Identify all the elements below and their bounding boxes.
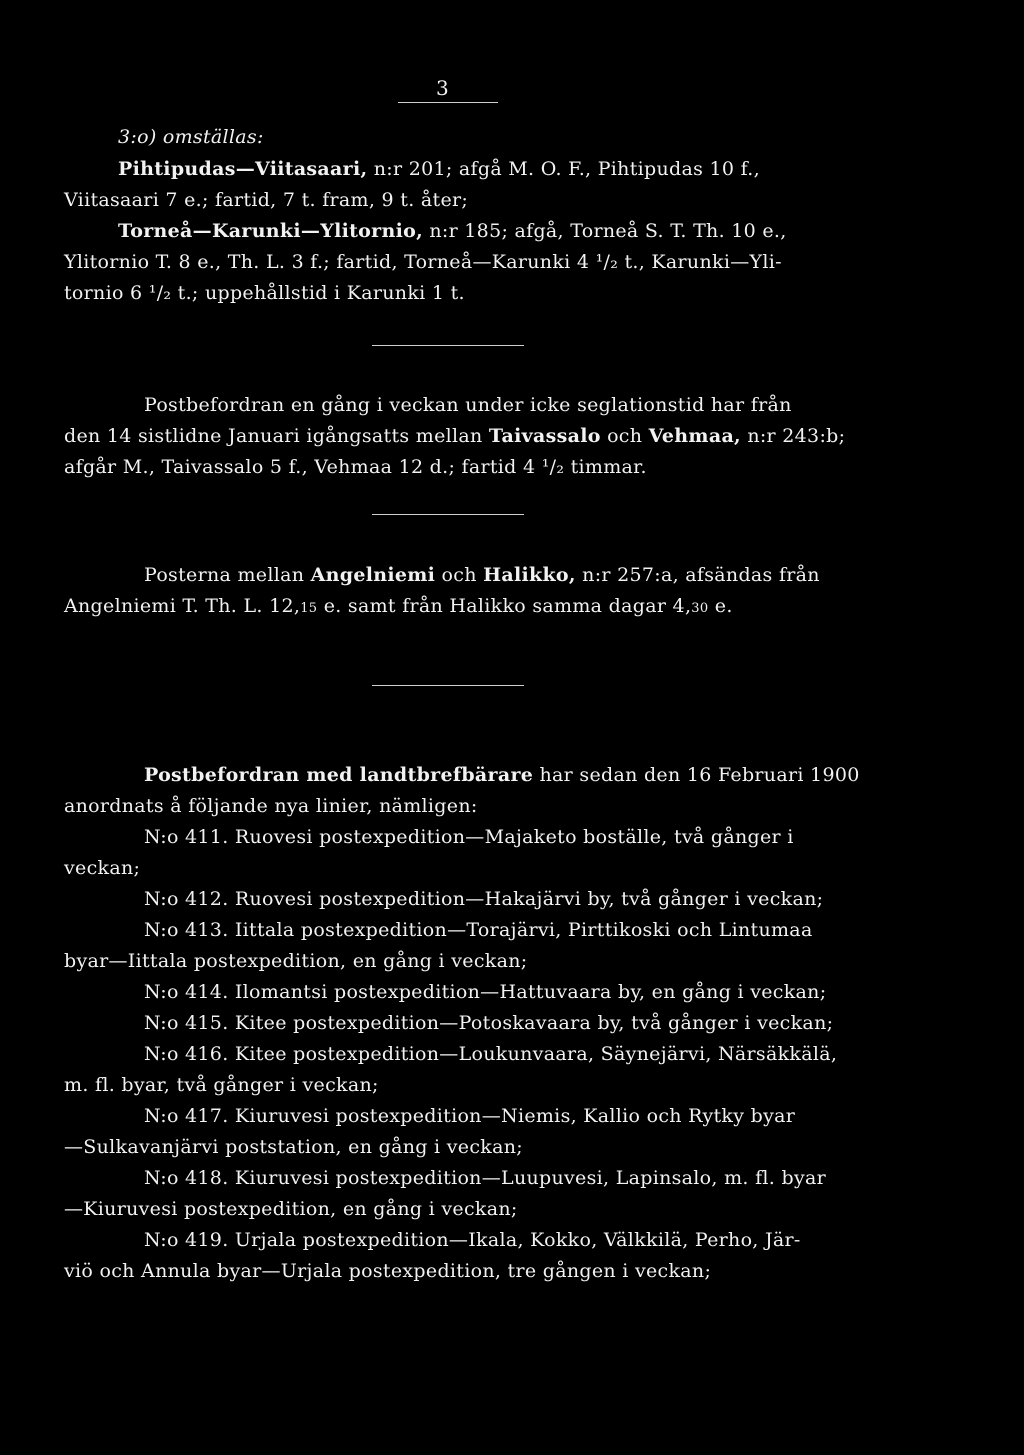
list-item: N:o 411. Ruovesi postexpedition—Majaketo boställe, två gånger i <box>144 826 794 848</box>
section-heading: 3:o) omställas: <box>118 126 264 148</box>
emphasis: Postbefordran med landtbrefbärare <box>144 764 534 786</box>
list-item: N:o 415. Kitee postexpedition—Potoskavaara by, två gånger i veckan; <box>144 1012 834 1034</box>
text-line: viö och Annula byar—Urjala postexpedition, tre gången i veckan; <box>64 1260 712 1282</box>
section-divider <box>372 514 524 515</box>
text-span: har sedan den 16 Februari 1900 <box>539 764 860 786</box>
text-span: e. <box>714 595 733 617</box>
text-span: och <box>607 425 643 447</box>
text-span: och <box>441 564 477 586</box>
list-item: N:o 416. Kitee postexpedition—Loukunvaara, Säynejärvi, Närsäkkälä, <box>144 1043 838 1065</box>
text-line: afgår M., Taivassalo 5 f., Vehmaa 12 d.; fartid 4 ¹/₂ timmar. <box>64 456 647 478</box>
section-divider <box>372 685 524 686</box>
list-item: N:o 418. Kiuruvesi postexpedition—Luupuvesi, Lapinsalo, m. fl. byar <box>144 1167 826 1189</box>
text-span: n:r 243:b; <box>747 425 846 447</box>
text-line: Viitasaari 7 e.; fartid, 7 t. fram, 9 t. åter; <box>64 189 469 211</box>
text-line: —Sulkavanjärvi poststation, en gång i veckan; <box>64 1136 523 1158</box>
route-name: Torneå—Karunki—Ylitornio, <box>118 220 423 242</box>
text-span: e. samt från Halikko samma dagar 4, <box>323 595 692 617</box>
route-name: Pihtipudas—Viitasaari, <box>118 158 368 180</box>
text-line: Ylitornio T. 8 e., Th. L. 3 f.; fartid, Torneå—Karunki 4 ¹/₂ t., Karunki—Yli- <box>64 251 782 273</box>
text-span: Angelniemi T. Th. L. 12, <box>64 595 301 617</box>
text-line <box>118 219 836 243</box>
text-line: m. fl. byar, två gånger i veckan; <box>64 1074 379 1096</box>
text-line: Postbefordran en gång i veckan under icke seglationstid har från <box>144 394 792 416</box>
place-name: Angelniemi <box>310 564 436 586</box>
place-name: Taivassalo <box>488 425 601 447</box>
text-span: n:r 201; afgå M. O. F., Pihtipudas 10 f., <box>373 158 760 180</box>
text-span: n:r 257:a, afsändas från <box>582 564 820 586</box>
text-line <box>144 563 836 587</box>
small-figure: 30 <box>691 601 709 616</box>
list-item: N:o 414. Ilomantsi postexpedition—Hattuvaara by, en gång i veckan; <box>144 981 827 1003</box>
text-span: Posterna mellan <box>144 564 305 586</box>
text-line: veckan; <box>64 857 141 879</box>
small-figure: 15 <box>300 601 318 616</box>
text-line <box>118 157 836 181</box>
header-rule <box>398 102 498 103</box>
list-item: N:o 413. Iittala postexpedition—Torajärvi, Pirttikoski och Lintumaa <box>144 919 813 941</box>
text-line: —Kiuruvesi postexpedition, en gång i veckan; <box>64 1198 518 1220</box>
text-line <box>64 594 836 621</box>
page-number: 3 <box>436 76 450 100</box>
text-line: byar—Iittala postexpedition, en gång i veckan; <box>64 950 528 972</box>
text-line: anordnats å följande nya linier, nämligen: <box>64 795 478 817</box>
list-item: N:o 412. Ruovesi postexpedition—Hakajärvi by, två gånger i veckan; <box>144 888 824 910</box>
list-item: N:o 417. Kiuruvesi postexpedition—Niemis, Kallio och Rytky byar <box>144 1105 796 1127</box>
list-item: N:o 419. Urjala postexpedition—Ikala, Kokko, Välkkilä, Perho, Jär- <box>144 1229 801 1251</box>
place-name: Halikko, <box>483 564 576 586</box>
text-line <box>64 424 846 448</box>
place-name: Vehmaa, <box>648 425 741 447</box>
text-line: tornio 6 ¹/₂ t.; uppehållstid i Karunki 1 t. <box>64 282 465 304</box>
section-divider <box>372 345 524 346</box>
text-line <box>144 763 860 787</box>
text-span: den 14 sistlidne Januari igångsatts mellan <box>64 425 483 447</box>
text-span: n:r 185; afgå, Torneå S. T. Th. 10 e., <box>429 220 787 242</box>
